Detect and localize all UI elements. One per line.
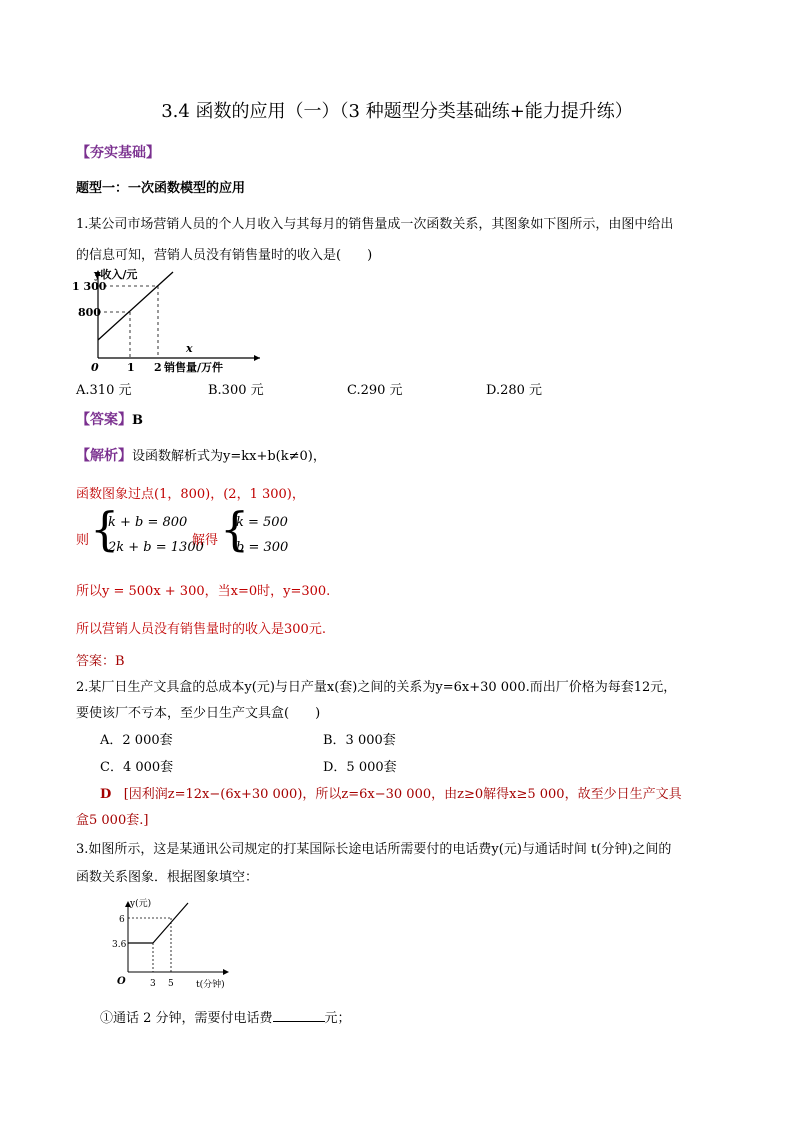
page-title: 3.4 函数的应用（一）（3 种题型分类基础练+能力提升练） bbox=[161, 101, 633, 122]
q2-text-line2: 要使该厂不亏本，至少日生产文具盒( ) bbox=[76, 706, 321, 721]
q3-y-tick-6: 6 bbox=[119, 915, 125, 925]
q1-x-axis-label: x bbox=[186, 342, 193, 355]
q1-function-line bbox=[98, 272, 173, 340]
q1-analysis-line4: 所以y = 500x + 300，当x=0时，y=300. bbox=[76, 584, 331, 599]
q3-x-tick-3: 3 bbox=[150, 979, 156, 989]
q2-solution-line1: [因利润z=12x−(6x+30 000)，所以z=6x−30 000，由z≥0解得x≥5 000，故至少日生产文具 bbox=[123, 787, 682, 802]
q3-sub1-prefix: ①通话 2 分钟，需要付电话费 bbox=[100, 1011, 273, 1026]
q1-solve-label: 解得 bbox=[192, 533, 219, 548]
q1-analysis-line5: 所以营销人员没有销售量时的收入是300元. bbox=[76, 622, 326, 637]
q1-sol2: b = 300 bbox=[236, 540, 289, 555]
q1-x-tick-1: 1 bbox=[127, 361, 135, 374]
q1-y-tick-1300: 1 300 bbox=[72, 280, 107, 293]
q2-answer-letter: D bbox=[100, 787, 112, 802]
q3-text-line2: 函数关系图象．根据图象填空： bbox=[76, 870, 259, 885]
q1-analysis-line1: 设函数解析式为y=kx+b(k≠0)， bbox=[132, 449, 326, 464]
q1-final-answer: 答案：B bbox=[76, 654, 125, 669]
q3-origin: O bbox=[117, 976, 126, 987]
q3-x-tick-5: 5 bbox=[168, 979, 174, 989]
q3-x-arrow bbox=[223, 969, 229, 975]
q2-option-d: D．5 000套 bbox=[323, 760, 397, 775]
q1-x-arrow bbox=[254, 355, 260, 361]
q3-x-axis-label: t(分钟) bbox=[196, 980, 225, 990]
q1-brace-left: { bbox=[90, 502, 120, 556]
q1-answer-label: 【答案】 bbox=[76, 412, 132, 428]
q3-y-axis-label: y(元) bbox=[130, 899, 152, 909]
q1-x-unit-label: 销售量/万件 bbox=[164, 361, 224, 374]
q1-origin: 0 bbox=[91, 361, 99, 374]
q1-x-tick-2: 2 bbox=[154, 361, 162, 374]
q1-analysis-line2: 函数图象过点(1，800)，(2，1 300)， bbox=[76, 487, 305, 502]
q3-text-line1: 3.如图所示，这是某通讯公司规定的打某国际长途电话所需要付的电话费y(元)与通话时间 t(分钟)之间的 bbox=[76, 842, 672, 857]
q3-rising-segment bbox=[153, 903, 188, 943]
q3-sub1-blank[interactable] bbox=[273, 1009, 325, 1022]
q1-income-graph bbox=[70, 266, 270, 374]
q2-option-a: A．2 000套 bbox=[100, 733, 173, 748]
q3-y-tick-3-6: 3.6 bbox=[112, 940, 127, 950]
q1-option-b: B.300 元 bbox=[208, 383, 264, 398]
q2-option-c: C．4 000套 bbox=[100, 760, 174, 775]
q2-solution-line2: 盒5 000套.] bbox=[76, 813, 149, 828]
q1-answer: B bbox=[132, 413, 143, 428]
q1-option-d: D.280 元 bbox=[486, 383, 543, 398]
q1-option-a: A.310 元 bbox=[76, 383, 132, 398]
q1-y-axis-label: y收入/元 bbox=[94, 268, 138, 281]
q1-text-line1: 1.某公司市场营销人员的个人月收入与其每月的销售量成一次函数关系，其图象如下图所示，由图中给出 bbox=[76, 217, 674, 232]
q1-option-c: C.290 元 bbox=[347, 383, 403, 398]
q3-sub1-suffix: 元； bbox=[324, 1011, 351, 1026]
type1-heading: 题型一：一次函数模型的应用 bbox=[76, 181, 246, 196]
q1-then-label: 则 bbox=[76, 533, 90, 548]
q3-phone-fee-graph bbox=[108, 895, 240, 995]
q1-y-tick-800: 800 bbox=[78, 306, 101, 319]
q1-analysis-label: 【解析】 bbox=[76, 448, 132, 464]
q1-text-line2: 的信息可知，营销人员没有销售量时的收入是( ) bbox=[76, 248, 373, 263]
q1-eq1: k + b = 800 bbox=[108, 515, 188, 530]
section-label: 【夯实基础】 bbox=[76, 145, 160, 161]
q2-option-b: B．3 000套 bbox=[323, 733, 396, 748]
q1-sol1: k = 500 bbox=[236, 515, 288, 530]
q1-eq2: 2k + b = 1300 bbox=[108, 540, 204, 555]
q1-brace-right: { bbox=[220, 502, 250, 556]
q2-text-line1: 2.某厂日生产文具盒的总成本y(元)与日产量x(套)之间的关系为y=6x+30 000.而出厂价格为每套12元， bbox=[76, 680, 677, 695]
